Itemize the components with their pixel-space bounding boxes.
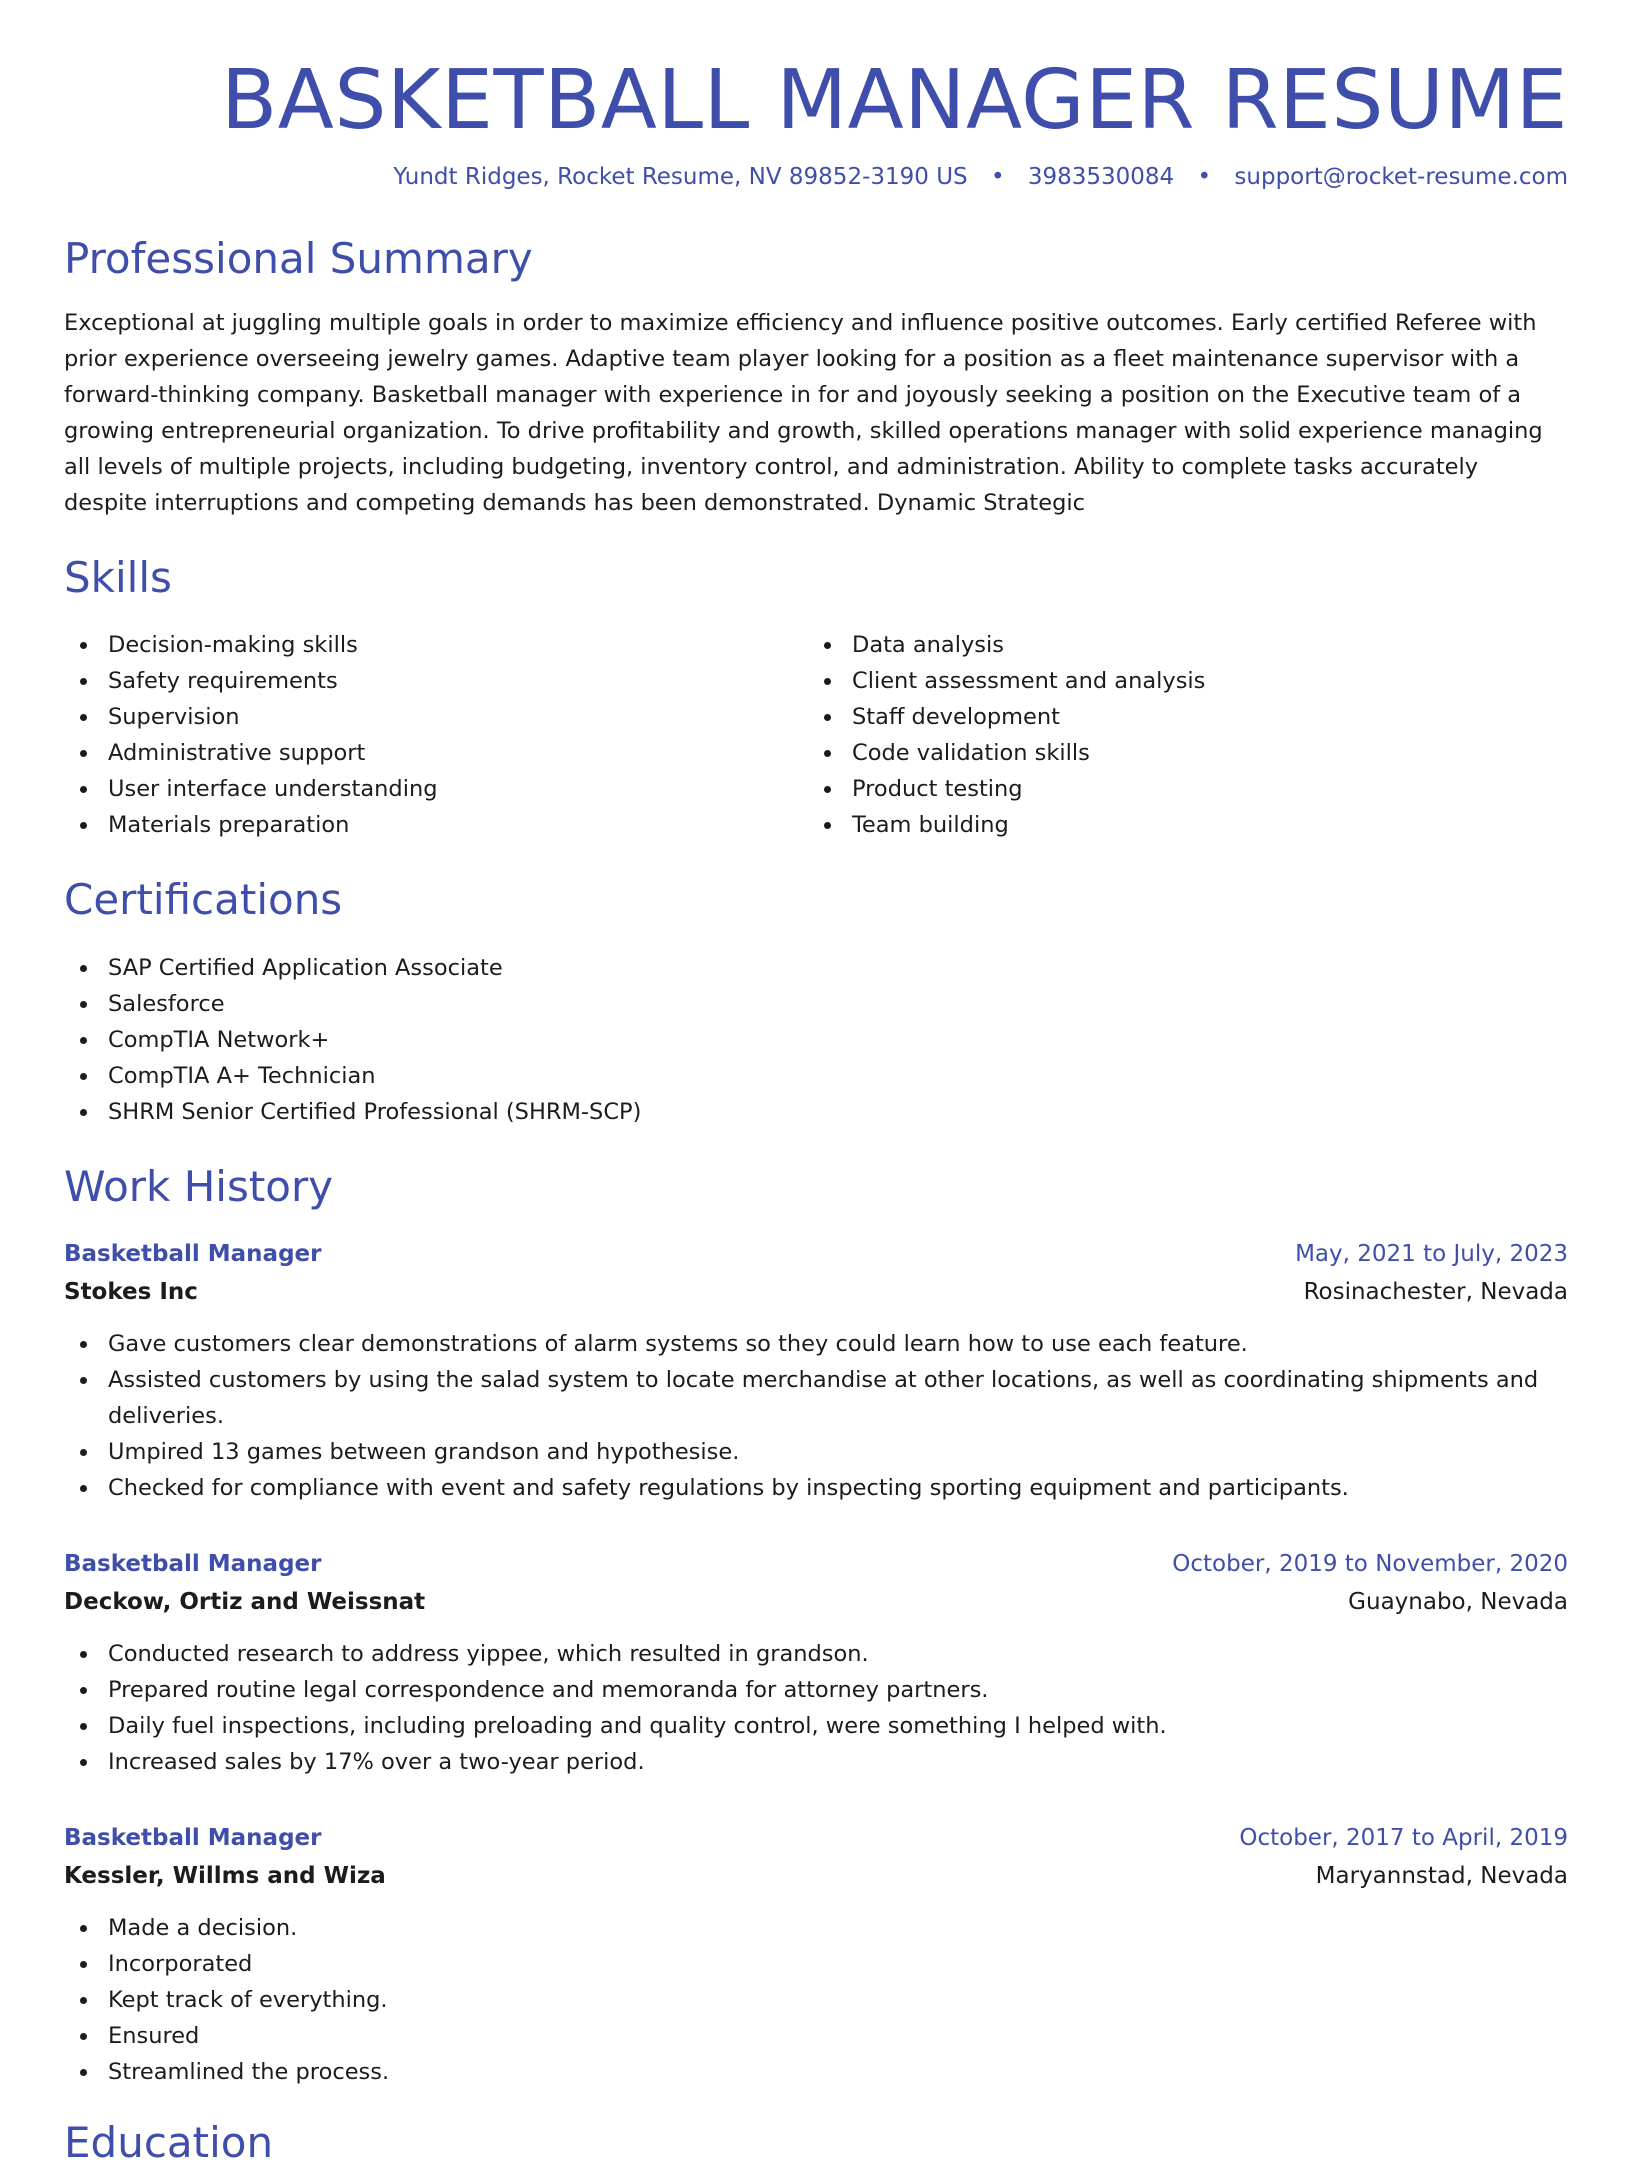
- certifications-list: [64, 950, 1568, 1130]
- contact-phone: 3983530084: [1027, 164, 1175, 191]
- job-duty-item: Streamlined the process.: [64, 2054, 1568, 2090]
- job-location: Maryannstad, Nevada: [1315, 1862, 1568, 1889]
- job-dates: October, 2017 to April, 2019: [1239, 1824, 1568, 1851]
- contact-address: Yundt Ridges, Rocket Resume, NV 89852-3190 US: [393, 164, 968, 191]
- skill-item: User interface understanding: [64, 771, 816, 807]
- skills-heading: Skills: [64, 552, 172, 602]
- education-heading: Education: [64, 2117, 274, 2167]
- job-entry: [64, 1820, 1568, 2090]
- job-dates: May, 2021 to July, 2023: [1295, 1240, 1568, 1267]
- job-entry: [64, 1236, 1568, 1506]
- job-duty-item: Checked for compliance with event and safety regulations by inspecting sporting equipment and participants.: [64, 1470, 1568, 1506]
- job-duty-item: Gave customers clear demonstrations of alarm systems so they could learn how to use each feature.: [64, 1326, 1568, 1362]
- certification-item: Salesforce: [64, 986, 1568, 1022]
- skill-item: Decision-making skills: [64, 627, 816, 663]
- job-duty-item: Conducted research to address yippee, which resulted in grandson.: [64, 1636, 1568, 1672]
- skill-item: Product testing: [816, 771, 1568, 807]
- job-duty-item: Umpired 13 games between grandson and hypothesise.: [64, 1434, 1568, 1470]
- resume-title: BASKETBALL MANAGER RESUME: [220, 53, 1568, 148]
- job-entry: [64, 1546, 1568, 1780]
- job-duty-item: Made a decision.: [64, 1910, 1568, 1946]
- certification-item: CompTIA A+ Technician: [64, 1058, 1568, 1094]
- job-dates: October, 2019 to November, 2020: [1172, 1550, 1568, 1577]
- job-duties: [64, 1326, 1568, 1506]
- skill-item: Materials preparation: [64, 807, 816, 843]
- job-company: Kessler, Willms and Wiza: [64, 1862, 386, 1889]
- job-title: Basketball Manager: [64, 1550, 322, 1577]
- job-duty-item: Daily fuel inspections, including preloading and quality control, were something I helped with.: [64, 1708, 1568, 1744]
- certification-item: SHRM Senior Certified Professional (SHRM-SCP): [64, 1094, 1568, 1130]
- contact-line: [64, 164, 1568, 190]
- job-duty-item: Ensured: [64, 2018, 1568, 2054]
- skills-column-left: [64, 627, 816, 843]
- job-title: Basketball Manager: [64, 1824, 322, 1851]
- job-location: Rosinachester, Nevada: [1303, 1278, 1568, 1305]
- job-duty-item: Increased sales by 17% over a two-year period.: [64, 1744, 1568, 1780]
- contact-email: support@rocket-resume.com: [1234, 164, 1568, 191]
- skill-item: Safety requirements: [64, 663, 816, 699]
- skill-item: Supervision: [64, 699, 816, 735]
- certification-item: CompTIA Network+: [64, 1022, 1568, 1058]
- job-duties: [64, 1910, 1568, 2090]
- skill-item: Code validation skills: [816, 735, 1568, 771]
- certification-item: SAP Certified Application Associate: [64, 950, 1568, 986]
- work-history-heading: Work History: [64, 1161, 334, 1211]
- job-duty-item: Kept track of everything.: [64, 1982, 1568, 2018]
- certifications-heading: Certifications: [64, 875, 343, 925]
- skill-item: Data analysis: [816, 627, 1568, 663]
- skill-item: Client assessment and analysis: [816, 663, 1568, 699]
- skill-item: Administrative support: [64, 735, 816, 771]
- job-company: Deckow, Ortiz and Weissnat: [64, 1588, 426, 1615]
- skill-item: Staff development: [816, 699, 1568, 735]
- skills-grid: [64, 627, 1568, 843]
- skill-item: Team building: [816, 807, 1568, 843]
- job-duty-item: Assisted customers by using the salad system to locate merchandise at other locations, as well as coordinating shipments and deliveries.: [64, 1362, 1568, 1434]
- job-location: Guaynabo, Nevada: [1348, 1588, 1568, 1615]
- summary-heading: Professional Summary: [64, 234, 533, 284]
- job-duty-item: Incorporated: [64, 1946, 1568, 1982]
- contact-separator: •: [1197, 164, 1212, 191]
- skills-column-right: [816, 627, 1568, 843]
- job-duties: [64, 1636, 1568, 1780]
- summary-text: Exceptional at juggling multiple goals in order to maximize efficiency and influence positive outcomes. Early certified Referee with prior experience overseeing jewelry games. Adaptive team player looking for a position as a fleet maintenance supervisor with a forward-thinking company. Basketball manager with experience in for and joyously seeking a position on the Executive team of a growing entrepreneurial organization. To drive profitability and growth, skilled operations manager with solid experience managing all levels of multiple projects, including budgeting, inventory control, and administration. Ability to complete tasks accurately despite interruptions and competing demands has been demonstrated. Dynamic Strategic: [64, 309, 1543, 516]
- job-company: Stokes Inc: [64, 1278, 198, 1305]
- job-title: Basketball Manager: [64, 1240, 322, 1267]
- job-duty-item: Prepared routine legal correspondence and memoranda for attorney partners.: [64, 1672, 1568, 1708]
- contact-separator: •: [990, 164, 1005, 191]
